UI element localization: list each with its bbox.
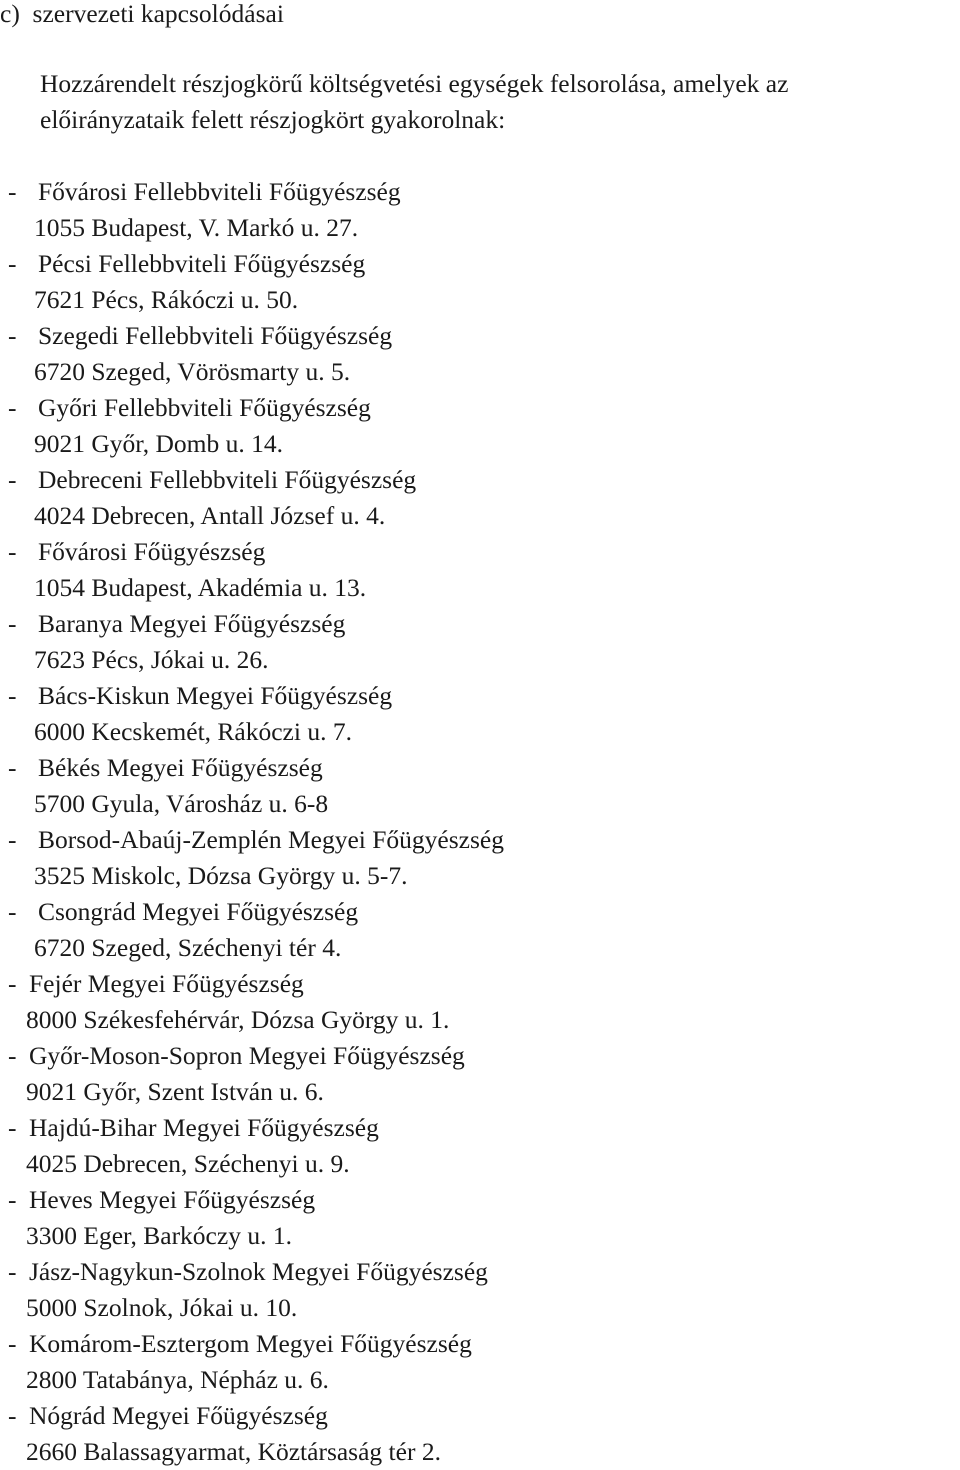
- entity-name: Fejér Megyei Főügyészség: [29, 969, 304, 998]
- list-dash: -: [8, 1401, 17, 1430]
- entity-name: Győr-Moson-Sopron Megyei Főügyészség: [29, 1041, 465, 1070]
- list-dash: -: [8, 681, 17, 710]
- list-dash: -: [8, 753, 17, 782]
- entity-name: Baranya Megyei Főügyészség: [38, 609, 346, 638]
- entity-address: 6000 Kecskemét, Rákóczi u. 7.: [34, 717, 352, 746]
- list-dash: -: [8, 249, 17, 278]
- entity-address: 3300 Eger, Barkóczy u. 1.: [26, 1221, 292, 1250]
- entity-name: Győri Fellebbviteli Főügyészség: [38, 393, 371, 422]
- list-dash: -: [8, 393, 17, 422]
- entity-name: Heves Megyei Főügyészség: [29, 1185, 316, 1214]
- list-dash: -: [8, 1185, 17, 1214]
- list-item: [0, 1110, 960, 1182]
- list-dash: -: [8, 897, 17, 926]
- entity-address: 9021 Győr, Domb u. 14.: [34, 429, 284, 458]
- entity-name: Nógrád Megyei Főügyészség: [29, 1401, 328, 1430]
- list-item: [0, 462, 960, 534]
- entity-name: Hajdú-Bihar Megyei Főügyészség: [29, 1113, 379, 1142]
- entity-address: 5000 Szolnok, Jókai u. 10.: [26, 1293, 298, 1322]
- entity-name: Borsod-Abaúj-Zemplén Megyei Főügyészség: [38, 825, 504, 854]
- entity-list-secondary: [0, 966, 960, 1470]
- list-item: [0, 1038, 960, 1110]
- list-item: [0, 606, 960, 678]
- section-heading: c) szervezeti kapcsolódásai: [0, 0, 284, 28]
- entity-address: 1054 Budapest, Akadémia u. 13.: [34, 573, 367, 602]
- entity-address: 6720 Szeged, Széchenyi tér 4.: [34, 933, 342, 962]
- entity-address: 5700 Gyula, Városház u. 6-8: [34, 789, 329, 818]
- list-item: [0, 1326, 960, 1398]
- entity-address: 7621 Pécs, Rákóczi u. 50.: [34, 285, 299, 314]
- list-item: [0, 1182, 960, 1254]
- entity-name: Bács-Kiskun Megyei Főügyészség: [38, 681, 393, 710]
- list-dash: -: [8, 465, 17, 494]
- entity-address: 7623 Pécs, Jókai u. 26.: [34, 645, 269, 674]
- entity-address: 9021 Győr, Szent István u. 6.: [26, 1077, 324, 1106]
- list-item: [0, 966, 960, 1038]
- intro-line: előirányzataik felett részjogkört gyakorolnak:: [40, 105, 506, 134]
- entity-name: Pécsi Fellebbviteli Főügyészség: [38, 249, 366, 278]
- entity-name: Fővárosi Főügyészség: [38, 537, 266, 566]
- entity-address: 8000 Székesfehérvár, Dózsa György u. 1.: [26, 1005, 450, 1034]
- entity-address: 6720 Szeged, Vörösmarty u. 5.: [34, 357, 351, 386]
- entity-name: Komárom-Esztergom Megyei Főügyészség: [29, 1329, 472, 1358]
- list-dash: -: [8, 1041, 17, 1070]
- list-dash: -: [8, 321, 17, 350]
- entity-address: 4025 Debrecen, Széchenyi u. 9.: [26, 1149, 350, 1178]
- list-item: [0, 894, 960, 966]
- list-dash: -: [8, 1257, 17, 1286]
- list-item: [0, 174, 960, 246]
- list-item: [0, 822, 960, 894]
- list-dash: -: [8, 1113, 17, 1142]
- list-dash: -: [8, 825, 17, 854]
- entity-name: Békés Megyei Főügyészség: [38, 753, 323, 782]
- list-dash: -: [8, 177, 17, 206]
- list-item: [0, 246, 960, 318]
- entity-name: Jász-Nagykun-Szolnok Megyei Főügyészség: [29, 1257, 488, 1286]
- list-dash: -: [8, 537, 17, 566]
- intro-paragraph: [40, 66, 960, 138]
- entity-address: 1055 Budapest, V. Markó u. 27.: [34, 213, 359, 242]
- list-item: [0, 318, 960, 390]
- entity-name: Debreceni Fellebbviteli Főügyészség: [38, 465, 417, 494]
- entity-address: 2800 Tatabánya, Népház u. 6.: [26, 1365, 329, 1394]
- entity-list-primary: [0, 174, 960, 966]
- entity-name: Fővárosi Fellebbviteli Főügyészség: [38, 177, 401, 206]
- entity-address: 3525 Miskolc, Dózsa György u. 5-7.: [34, 861, 408, 890]
- list-dash: -: [8, 1329, 17, 1358]
- entity-name: Szegedi Fellebbviteli Főügyészség: [38, 321, 393, 350]
- intro-line: Hozzárendelt részjogkörű költségvetési egységek felsorolása, amelyek az: [40, 69, 789, 98]
- entity-address: 2660 Balassagyarmat, Köztársaság tér 2.: [26, 1437, 441, 1466]
- list-item: [0, 678, 960, 750]
- list-dash: -: [8, 969, 17, 998]
- list-item: [0, 390, 960, 462]
- list-item: [0, 1254, 960, 1326]
- list-item: [0, 1398, 960, 1470]
- list-item: [0, 534, 960, 606]
- list-dash: -: [8, 609, 17, 638]
- entity-name: Csongrád Megyei Főügyészség: [38, 897, 359, 926]
- entity-address: 4024 Debrecen, Antall József u. 4.: [34, 501, 386, 530]
- list-item: [0, 750, 960, 822]
